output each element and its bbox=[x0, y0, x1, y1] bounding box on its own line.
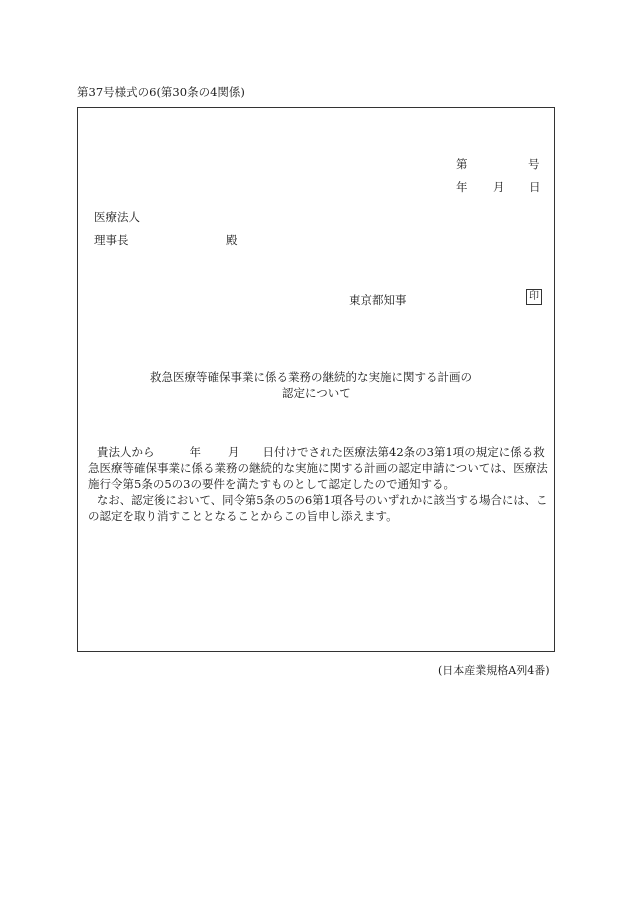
document-number-prefix: 第 bbox=[456, 157, 468, 171]
date-year-label: 年 bbox=[456, 180, 468, 194]
body-line-1-rest: 日付けでされた医療法第42条の3第1項の規定に係る救 bbox=[262, 445, 545, 459]
seal-stamp: 印 bbox=[526, 289, 542, 305]
body-paragraph-line-3: 施行令第5条の5の3の要件を満たすものとして認定したので通知する。 bbox=[88, 477, 455, 491]
body-paragraph-line-5: の認定を取り消すこととなることからこの旨申し添えます。 bbox=[88, 509, 398, 523]
document-number-suffix: 号 bbox=[528, 157, 540, 171]
body-paragraph-line-2: 急医療等確保事業に係る業務の継続的な実施に関する計画の認定申請については、医療法 bbox=[88, 461, 548, 475]
body-line-1-year: 年 bbox=[189, 445, 201, 459]
subject-line-2: 認定について bbox=[282, 386, 351, 400]
addressee-chairman: 理事長 bbox=[94, 233, 129, 247]
body-paragraph-line-1 bbox=[88, 444, 545, 460]
paper-size-note: (日本産業規格A列4番) bbox=[438, 664, 550, 677]
addressee-honorific: 殿 bbox=[226, 233, 238, 247]
body-line-4-text: なお、認定後において、同令第5条の5の6第1項各号のいずれかに該当する場合には、こ bbox=[96, 493, 548, 507]
body-paragraph-line-4 bbox=[88, 492, 548, 508]
date-day-label: 日 bbox=[529, 180, 541, 194]
body-line-1-month: 月 bbox=[228, 445, 240, 459]
addressee-corporation: 医療法人 bbox=[94, 210, 140, 224]
body-line-1-from: 貴法人から bbox=[97, 445, 155, 459]
issuer-name: 東京都知事 bbox=[349, 293, 407, 307]
form-title: 第37号様式の6(第30条の4関係) bbox=[77, 85, 245, 99]
subject-line-1: 救急医療等確保事業に係る業務の継続的な実施に関する計画の bbox=[150, 370, 472, 384]
date-month-label: 月 bbox=[493, 180, 505, 194]
